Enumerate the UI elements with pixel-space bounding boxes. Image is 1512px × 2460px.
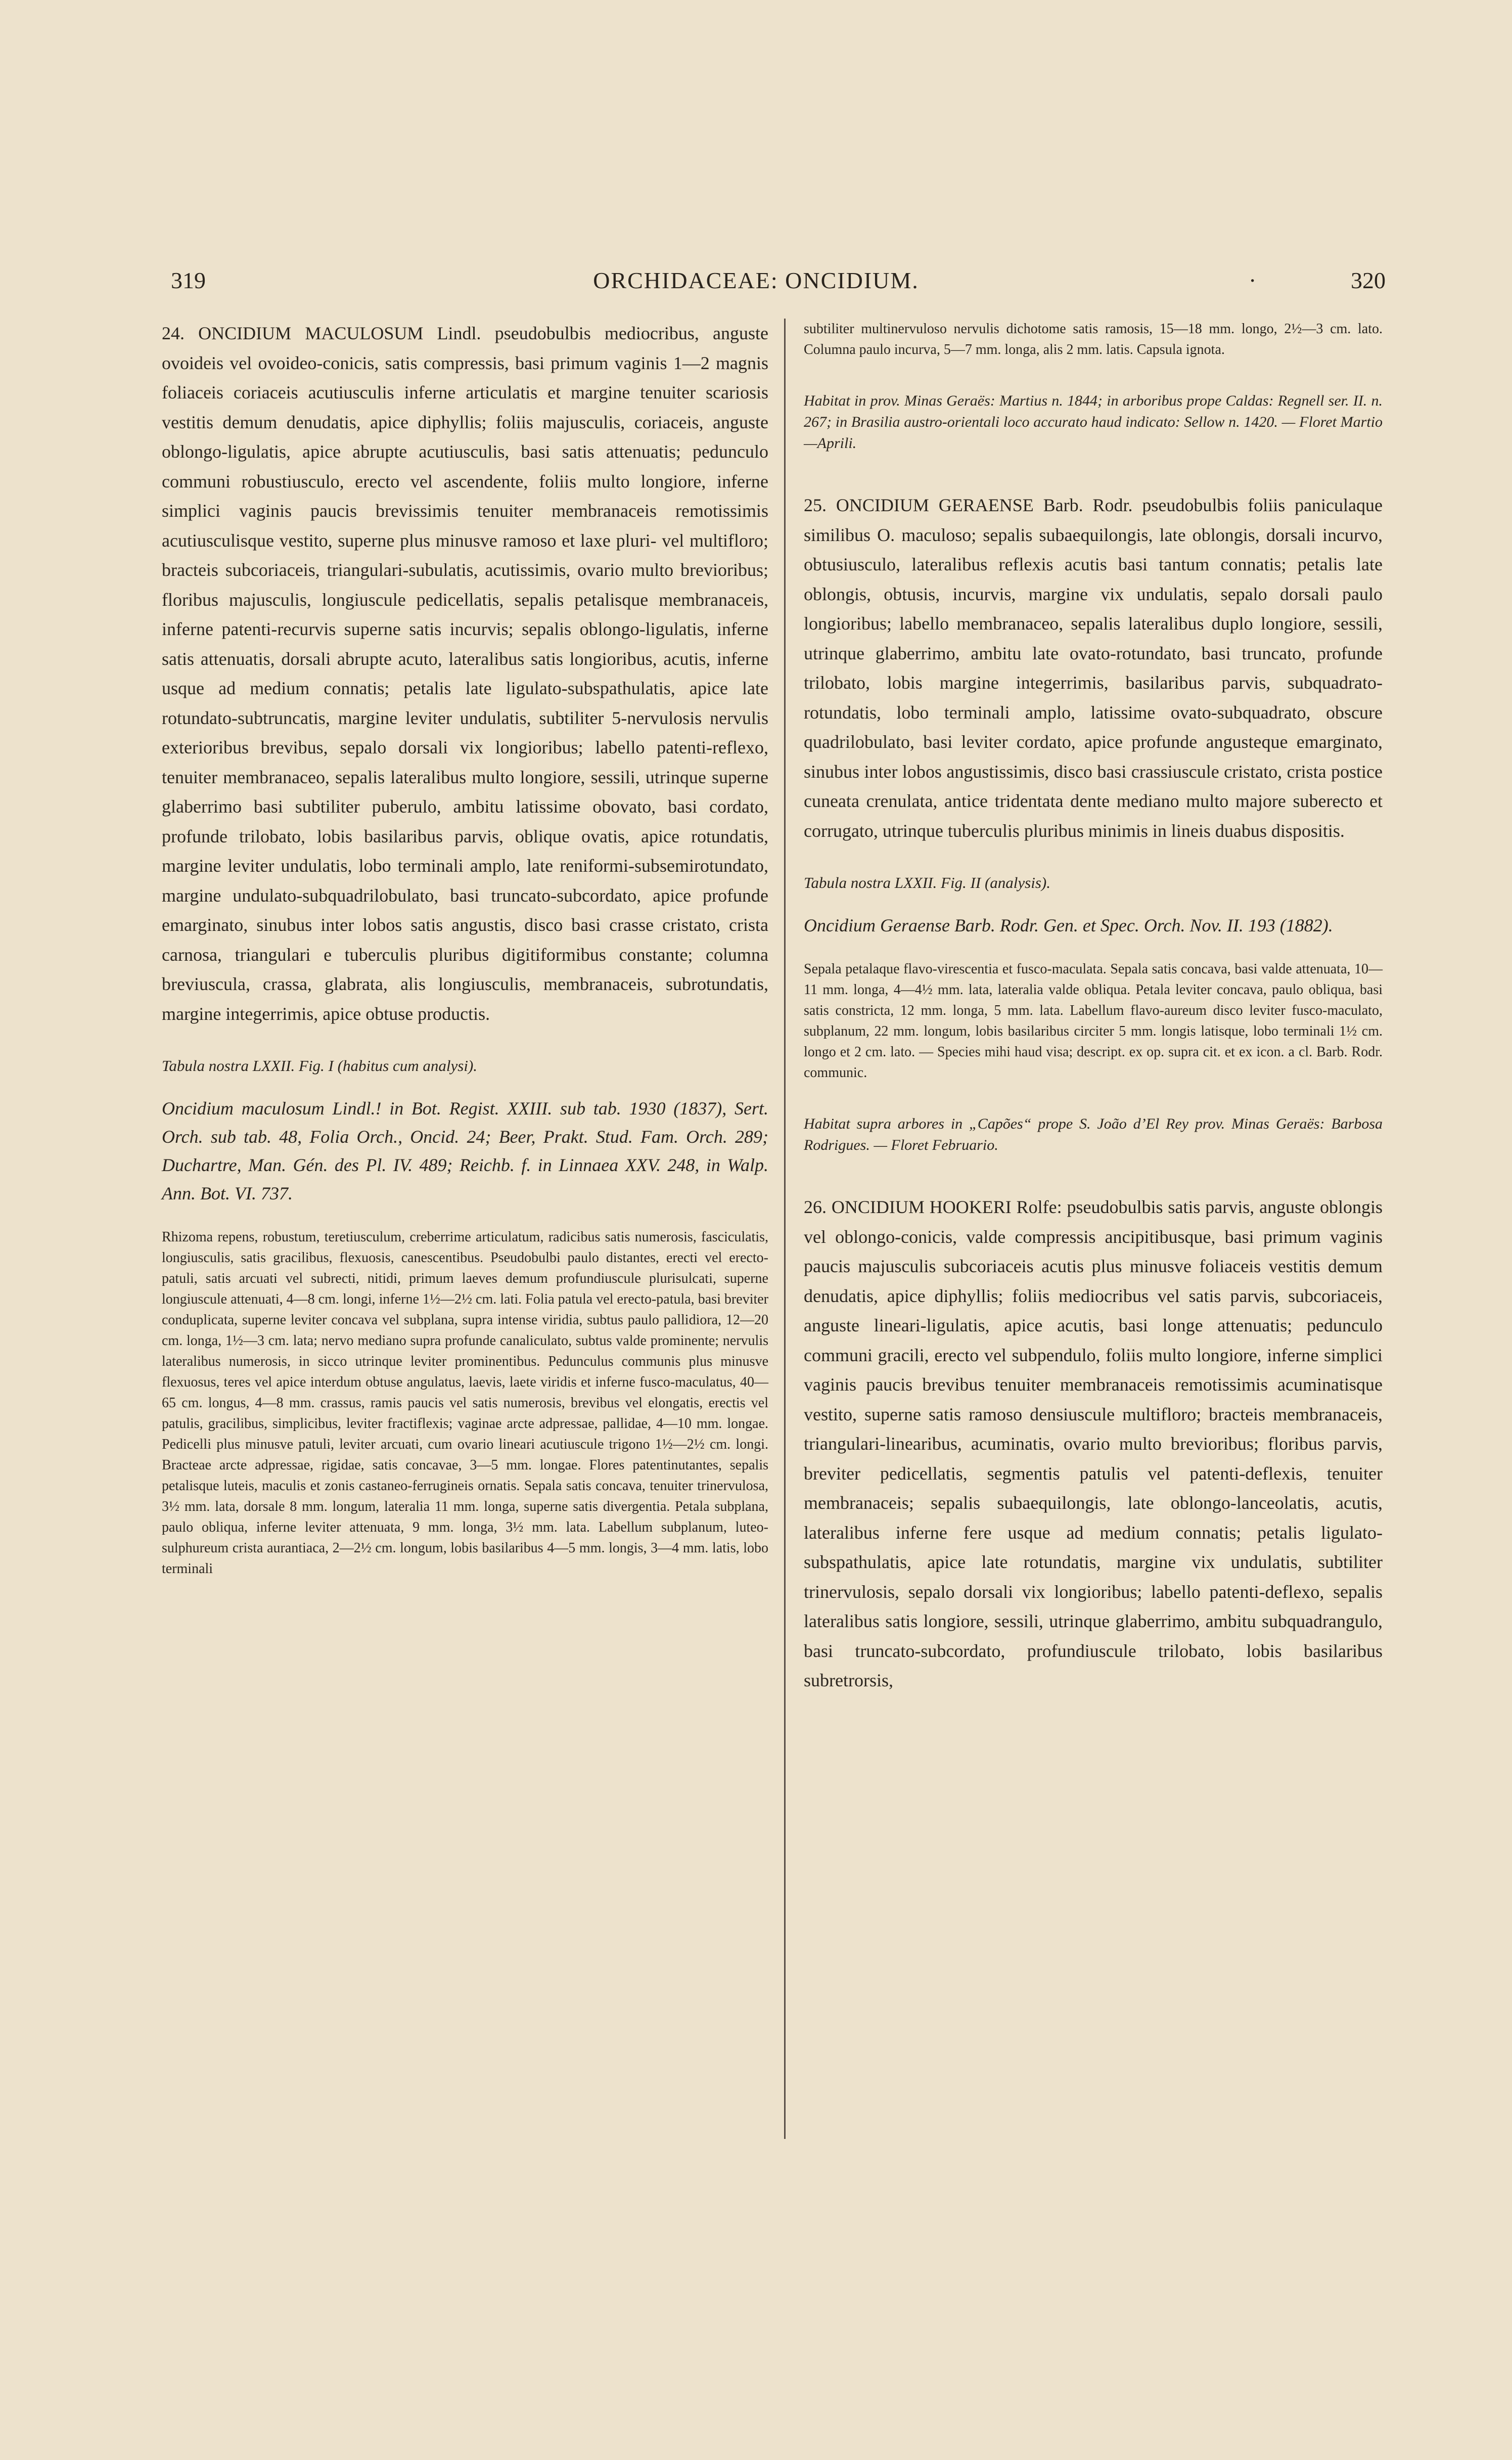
header-dot: · <box>1249 267 1257 293</box>
species-25-description: 25. ONCIDIUM GERAENSE Barb. Rodr. pseudobulbis foliis paniculaque similibus O. maculoso; sepalis subaequilongis, late oblongis, dorsali incurvo, obtusiusculo, lateralibus reflexis acutis basi tantum connatis; petalis late oblongis, obtusis, incurvis, margine vix undulatis, sepalo dorsali paulo longioribus; labello membranaceo, sepalis lateralibus duplo longiore, sessili, utrinque glaberrimo, ambitu late ovato-rotundato, basi truncato, profunde trilobato, lobis margine integerrimis, basilaribus parvis, subquadrato-rotundatis, lobo terminali amplo, latissime ovato-subquadrato, obscure quadrilobulato, basi leviter cordato, apice profunde angusteque emarginato, sinubus inter lobos angustissimis, disco basi crassiuscule cristato, crista postice cuneata crenulata, antice tridentata dente mediano multo majore suberecto et corrugato, utrinque tuberculis pluribus minimis in lineis duabus dispositis. <box>804 495 1383 841</box>
page-header <box>0 267 1512 302</box>
species-25-fine-description: Sepala petalaque flavo-virescentia et fusco-maculata. Sepala satis concava, basi valde attenuata, 10—11 mm. longa, 4—4½ mm. lata, lateralia valde obliqua. Petala leviter concava, paulo obliqua, basi satis constricta, 12 mm. longa, 5 mm. lata. Labellum flavo-aureum disco leviter fusco-maculato, subplanum, 22 mm. longum, lobis basilaribus circiter 5 mm. longis latisque, lobo terminali 1½ cm. longo et 2 cm. lato. — Species mihi haud visa; descript. ex op. supra cit. et ex icon. a cl. Barb. Rodr. communic. <box>804 961 1383 1081</box>
species-24-description: 24. ONCIDIUM MACULOSUM Lindl. pseudobulbis mediocribus, anguste ovoideis vel ovoideo-conicis, satis compressis, basi primum vaginis 1—2 magnis foliaceis coriaceis acutiusculis inferne articulatis et margine tenuiter scariosis vestitis demum denudatis, apice diphyllis; foliis majusculis, coriaceis, anguste oblongo-ligulatis, apice abrupte acutiusculis, basi satis attenuatis; pedunculo communi robustiusculo, erecto vel ascendente, foliis multo longiore, inferne simplici vaginis paucis brevissimis tenuiter membranaceis remotissimis acutiusculisque vestito, superne plus minusve ramoso et laxe pluri- vel multifloro; bracteis subcoriaceis, triangulari-subulatis, acutissimis, ovario multo brevioribus; floribus majusculis, longiuscule pedicellatis, sepalis petalisque membranaceis, inferne patenti-recurvis superne satis incurvis; sepalis oblongo-ligulatis, inferne satis attenuatis, dorsali abrupte acuto, lateralibus satis longioribus, acutis, inferne usque ad medium connatis; petalis late ligulato-subspathulatis, apice late rotundato-subtruncatis, margine leviter undulatis, subtiliter 5-nervulosis nervulis exterioribus brevibus, sepalo dorsali vix longioribus; labello patenti-reflexo, tenuiter membranaceo, sepalis lateralibus multo longiore, sessili, utrinque superne glaberrimo basi subtiliter puberulo, ambitu latissime obovato, basi cordato, profunde trilobato, lobis basilaribus parvis, oblique ovatis, apice rotundatis, margine leviter undulatis, lobo terminali amplo, late reniformi-subsemirotundato, margine undulato-subquadrilobulato, basi truncato-subcordato, apice profunde emarginato, sinubus inter lobos satis angustis, disco basi crasse cristato, crista carnosa, triangulari e tuberculis pluribus digitiformibus constante; columna breviuscula, crassa, glabrata, alis longiusculis, membranaceis, subrotundatis, margine integerrimis, apice obtuse productis. <box>162 323 768 1024</box>
species-24-habitat: Habitat in prov. Minas Geraës: Martius n. 1844; in arboribus prope Caldas: Regnell ser. II. n. 267; in Brasilia austro-orientali loco accurato haud indicato: Sellow n. 1420. — Floret Martio—Aprili. <box>804 392 1383 452</box>
running-title: ORCHIDACEAE: ONCIDIUM. <box>593 267 919 293</box>
column-divider <box>784 319 786 2139</box>
page-number-right: 320 <box>1351 267 1386 293</box>
left-column <box>162 319 768 1579</box>
species-24-tabula: Tabula nostra LXXII. Fig. I (habitus cum analysi). <box>162 1057 478 1075</box>
species-24-continuation: subtiliter multinervuloso nervulis dichotome satis ramosis, 15—18 mm. longo, 2½—3 cm. lato. Columna paulo incurva, 5—7 mm. longa, alis 2 mm. latis. Capsula ignota. <box>804 321 1383 357</box>
right-column <box>804 319 1383 1695</box>
species-25-references: Oncidium Geraense Barb. Rodr. Gen. et Spec. Orch. Nov. II. 193 (1882). <box>804 915 1333 935</box>
page-number-left: 319 <box>171 267 206 293</box>
species-25-tabula: Tabula nostra LXXII. Fig. II (analysis). <box>804 874 1050 891</box>
species-24-fine-description: Rhizoma repens, robustum, teretiusculum, creberrime articulatum, radicibus satis numerosis, fasciculatis, longiusculis, satis gracilibus, flexuosis, canescentibus. Pseudobulbi paulo distantes, erecti vel erecto-patuli, satis arcuati vel subrecti, nitidi, primum laeves demum profundiuscule plurisulcati, superne longiuscule attenuati, 4—8 cm. longi, inferne 1½—2½ cm. lati. Folia patula vel erecto-patula, basi breviter conduplicata, superne leviter concava vel subplana, supra intense viridia, subtus paulo pallidiora, 12—20 cm. longa, 1½—3 cm. lata; nervo mediano supra profunde canaliculato, subtus valde prominente; nervulis lateralibus numerosis, in sicco utrinque leviter prominentibus. Pedunculus communis plus minusve flexuosus, teres vel apice interdum obtuse angulatus, laevis, laete viridis et inferne fusco-maculatus, 40—65 cm. longus, 4—8 mm. crassus, ramis paucis vel satis numerosis, brevibus vel elongatis, erectis vel patulis, gracilibus, simplicibus, leviter fractiflexis; vaginae arcte adpressae, pallidae, 4—10 mm. longae. Pedicelli plus minusve patuli, leviter arcuati, cum ovario lineari acutiuscule trigono 1½—2½ cm. longi. Bracteae arcte adpressae, rigidae, satis concavae, 3—5 mm. longae. Flores patentinutantes, sepalis petalisque luteis, maculis et zonis castaneo-ferrugineis ornatis. Sepala satis concava, tenuiter trinervulosa, 3½ mm. lata, dorsale 8 mm. longum, lateralia 11 mm. longa, superne satis divergentia. Petala subplana, paulo obliqua, inferne leviter attenuata, 9 mm. longa, 3½ mm. lata. Labellum subplanum, luteo-sulphureum crista aurantiaca, 2—2½ cm. longum, lobis basilaribus 4—5 mm. longis, 3—4 mm. latis, lobo terminali <box>162 1229 768 1577</box>
species-25-habitat: Habitat supra arbores in „Capões“ prope S. João d’El Rey prov. Minas Geraës: Barbosa Rodrigues. — Floret Februario. <box>804 1115 1383 1153</box>
species-26-description: 26. ONCIDIUM HOOKERI Rolfe: pseudobulbis satis parvis, anguste oblongis vel oblongo-conicis, valde compressis ancipitibusque, basi primum vaginis paucis majusculis subcoriaceis acutis plus minusve foliaceis vestitis demum denudatis, apice diphyllis; foliis mediocribus vel satis parvis, subcoriaceis, anguste lineari-ligulatis, apice acutis, basi longe attenuatis; pedunculo communi gracili, erecto vel subpendulo, foliis multo longiore, inferne simplici vaginis paucis brevibus tenuiter membranaceis remotissimis acuminatisque vestito, superne satis ramoso densiuscule multifloro; bracteis membranaceis, triangulari-linearibus, acuminatis, ovario multo brevioribus; floribus parvis, breviter pedicellatis, segmentis patulis vel patenti-deflexis, tenuiter membranaceis; sepalis subaequilongis, late oblongo-lanceolatis, acutis, lateralibus inferne fere usque ad medium connatis; petalis ligulato-subspathulatis, apice late rotundatis, margine vix undulatis, subtiliter trinervulosis, sepalo dorsali vix longioribus; labello patenti-deflexo, sepalis lateralibus satis longiore, sessili, utrinque glaberrimo, ambitu subquadrangulo, basi truncato-subcordato, profundiuscule trilobato, lobis basilaribus subretrorsis, <box>804 1197 1383 1690</box>
species-24-references: Oncidium maculosum Lindl.! in Bot. Regist. XXIII. sub tab. 1930 (1837), Sert. Orch. sub tab. 48, Folia Orch., Oncid. 24; Beer, Prakt. Stud. Fam. Orch. 289; Duchartre, Man. Gén. des Pl. IV. 489; Reichb. f. in Linnaea XXV. 248, in Walp. Ann. Bot. VI. 737. <box>162 1098 768 1203</box>
